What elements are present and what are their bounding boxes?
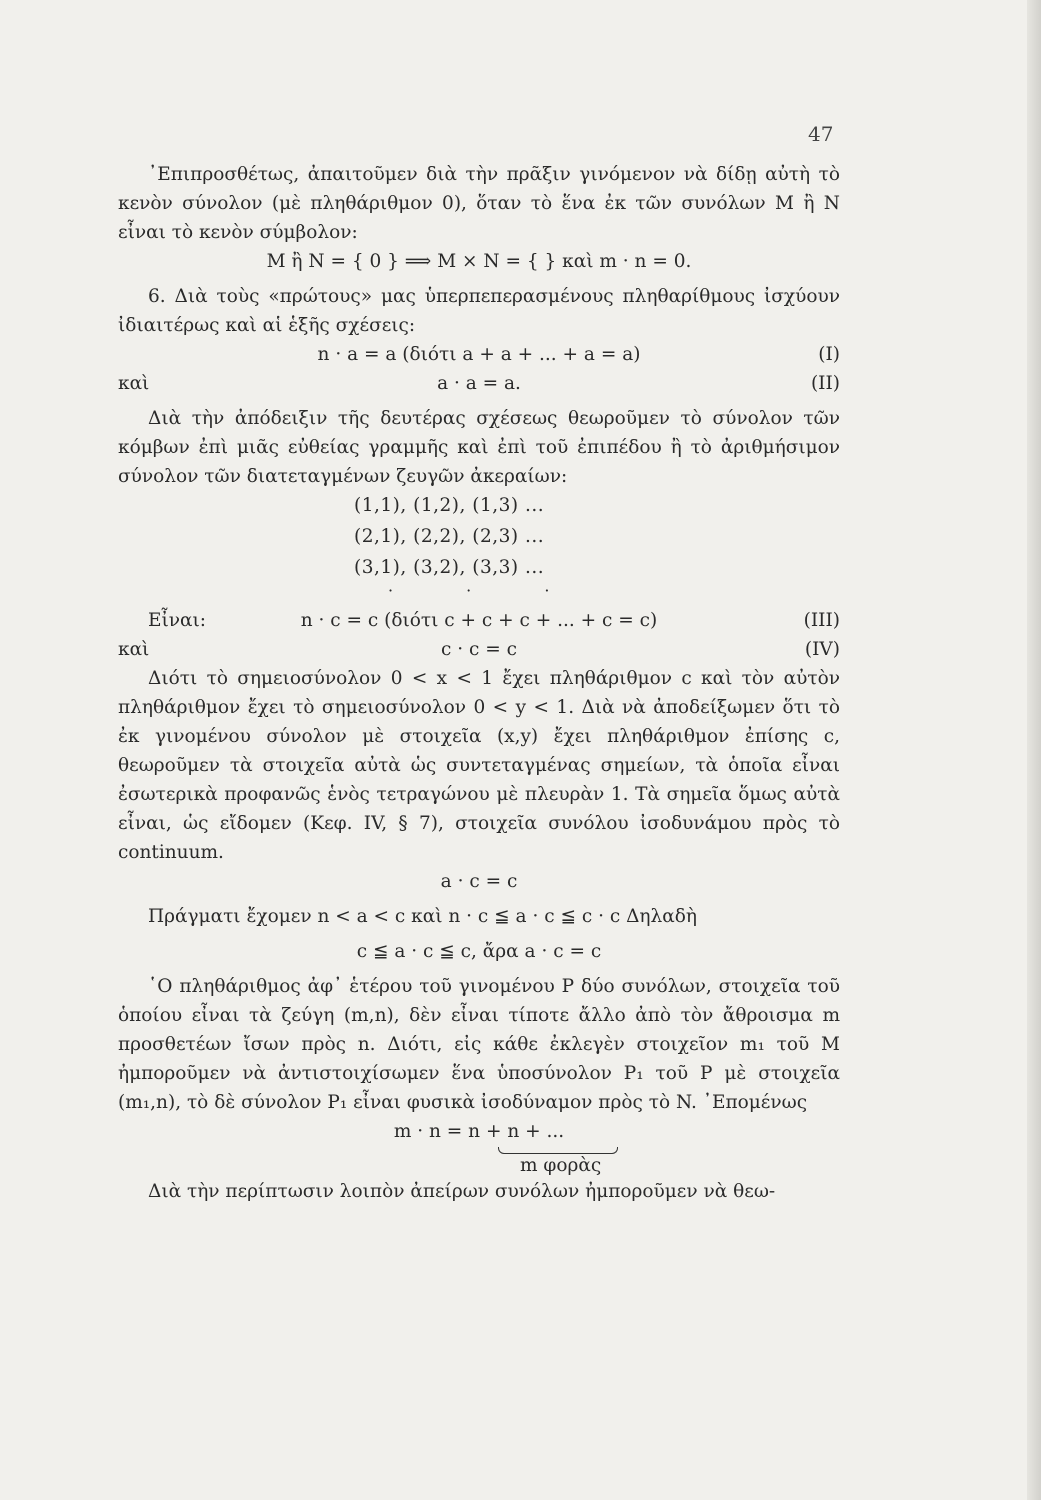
equation-5 [118, 867, 840, 896]
pairs-row-1: (1,1), (1,2), (1,3) ... [354, 495, 545, 516]
equation-4 [118, 635, 840, 664]
equation-6-formula: c ≦ a · c ≦ c, ἄρα a · c = c [356, 941, 602, 962]
paragraph-1: ᾿Επιπροσθέτως, ἀπαιτοῦμεν διὰ τὴν πρᾶξιν γινόμενον νὰ δίδῃ αὐτὴ τὸ κενὸν σύνολον (μὲ πληθάριθμον 0), ὅταν τὸ ἕνα ἐκ τῶν συνόλων M ἢ N εἶναι τὸ κενὸν σύμβολον: [118, 164, 840, 243]
equation-1-number: (I) [818, 344, 840, 365]
equation-7 [118, 1117, 840, 1177]
paragraph-4: Διότι τὸ σημειοσύνολον 0 < x < 1 ἔχει πληθάριθμον c καὶ τὸν αὐτὸν πληθάριθμον ἔχει τὸ σημειοσύνολον 0 < y < 1. Διὰ νὰ ἀποδείξωμεν ὅτι τὸ ἐκ γινομένου σύνολον μὲ στοιχεῖα (x,y) ἔχει πληθάριθμον ἐπίσης c, θεωροῦμεν τὰ στοιχεῖα αὐτὰ ὡς συντεταγμένας σημείων, τὰ ὁποῖα εἶναι ἐσωτερικὰ προφανῶς ἑνὸς τετραγώνου μὲ πλευρὰν 1. Τὰ σημεῖα ὅμως αὐτὰ εἶναι, ὡς εἴδομεν (Κεφ. IV, § 7), στοιχεῖα συνόλου ἰσοδυνάμου πρὸς τὸ continuum. [118, 668, 840, 863]
paragraph-6: ῾Ο πληθάριθμος ἀφ᾿ ἑτέρου τοῦ γινομένου P δύο συνόλων, στοιχεῖα τοῦ ὁποίου εἶναι τὰ ζεύγη (m,n), δὲν εἶναι τίποτε ἄλλο ἀπὸ τὸν ἄθροισμα m προσθετέων ἴσων πρὸς n. Διότι, εἰς κάθε ἐκλεγὲν στοιχεῖον m₁ τοῦ M ἠμποροῦμεν νὰ ἀντιστοιχίσωμεν ἕνα ὑποσύνολον P₁ τοῦ P μὲ στοιχεῖα (m₁,n), τὸ δὲ σύνολον P₁ εἶναι φυσικὰ ἰσοδύναμον πρὸς τὸ N. ᾿Επομένως [118, 976, 840, 1113]
page-edge [1027, 0, 1041, 1500]
pairs-dots: · · · [388, 581, 584, 600]
equation-4-number: (IV) [804, 639, 840, 660]
equation-7-label: m φορὰς [520, 1155, 602, 1176]
equation-2-formula: a · a = a. [437, 373, 521, 394]
page-body [118, 160, 840, 1206]
paragraph-2: 6. Διὰ τοὺς «πρώτους» μας ὑπερπεπερασμένους πληθαρίθμους ἰσχύουν ἰδιαιτέρως καὶ αἱ ἑξῆς σχέσεις: [118, 286, 840, 336]
equation-7-formula: m · n = n + n + ... [393, 1121, 565, 1142]
equation-empty-set-formula: M ἢ N = { 0 } ⟹ M × N = { } καὶ m · n = 0. [266, 251, 692, 272]
equation-6 [118, 937, 840, 966]
equation-2-lead: καὶ [118, 373, 150, 394]
pairs-row-2: (2,1), (2,2), (2,3) ... [354, 526, 545, 547]
equation-3 [118, 606, 840, 635]
equation-empty-set [118, 247, 840, 276]
equation-2-number: (II) [810, 373, 840, 394]
equation-2 [118, 369, 840, 398]
equation-4-formula: c · c = c [441, 639, 517, 660]
page-number: 47 [808, 122, 834, 146]
equation-1-formula: n · a = a (διότι a + a + ... + a = a) [317, 344, 641, 365]
equation-5-formula: a · c = c [440, 871, 518, 892]
equation-1 [118, 340, 840, 369]
equation-3-number: (III) [803, 610, 840, 631]
equation-3-formula: n · c = c (διότι c + c + c + ... + c = c) [300, 610, 658, 631]
equation-4-lead: καὶ [118, 639, 150, 660]
paragraph-7: Διὰ τὴν περίπτωσιν λοιπὸν ἀπείρων συνόλων ἠμποροῦμεν νὰ θεω- [148, 1181, 776, 1202]
equation-3-lead: Εἶναι: [148, 610, 206, 631]
paragraph-5: Πράγματι ἔχομεν n < a < c καὶ n · c ≦ a · c ≦ c · c Δηλαδὴ [148, 906, 697, 927]
paragraph-3: Διὰ τὴν ἀπόδειξιν τῆς δευτέρας σχέσεως θεωροῦμεν τὸ σύνολον τῶν κόμβων ἐπὶ μιᾶς εὐθείας γραμμῆς καὶ ἐπὶ τοῦ ἐπιπέδου ἢ τὸ ἀριθμήσιμον σύνολον τῶν διατεταγμένων ζευγῶν ἀκεραίων: [118, 408, 840, 487]
pairs-row-3: (3,1), (3,2), (3,3) ... [354, 557, 545, 578]
